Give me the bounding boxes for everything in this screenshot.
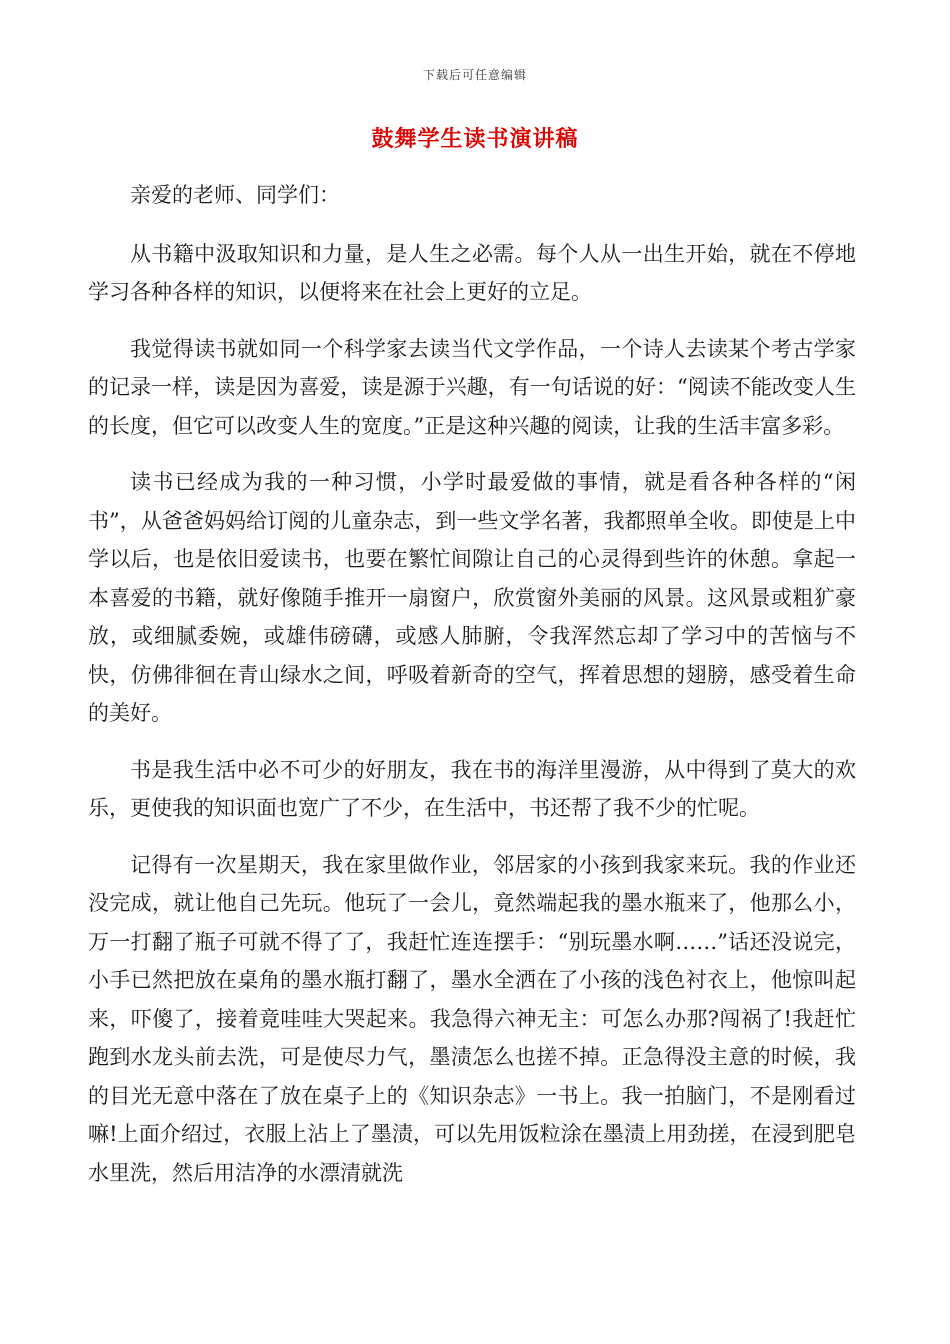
paragraph-2: 我觉得读书就如同一个科学家去读当代文学作品，一个诗人去读某个考古学家的记录一样，读是因为喜爱，读是源于兴趣，有一句话说的好：“阅读不能改变人生的长度，但它可以改变人生的宽度。”正是这种兴趣的阅读，让我的生活丰富多彩。 bbox=[88, 336, 856, 438]
paragraph-4: 书是我生活中必不可少的好朋友，我在书的海洋里漫游，从中得到了莫大的欢乐，更使我的知识面也宽广了不少，在生活中，书还帮了我不少的忙呢。 bbox=[88, 757, 856, 820]
paragraph-3: 读书已经成为我的一种习惯，小学时最爱做的事情，就是看各种各样的“闲书”，从爸爸妈妈给订阅的儿童杂志，到一些文学名著，我都照单全收。即使是上中学以后，也是依旧爱读书，也要在繁忙间隙让自己的心灵得到些许的休憩。拿起一本喜爱的书籍，就好像随手推开一扇窗户，欣赏窗外美丽的风景。这风景或粗犷豪放，或细腻委婉，或雄伟磅礴，或感人肺腑，令我浑然忘却了学习中的苦恼与不快，仿佛徘徊在青山绿水之间，呼吸着新奇的空气，挥着思想的翅膀，感受着生命的美好。 bbox=[88, 470, 856, 725]
document-title: 鼓舞学生读书演讲稿 bbox=[371, 126, 579, 152]
paragraph-5: 记得有一次星期天，我在家里做作业，邻居家的小孩到我家来玩。我的作业还没完成，就让他自己先玩。他玩了一会儿，竟然端起我的墨水瓶来了，他那么小，万一打翻了瓶子可就不得了了，我赶忙连连摆手：“别玩墨水啊……”话还没说完，小手已然把放在桌角的墨水瓶打翻了，墨水全洒在了小孩的浅色衬衣上，他惊叫起来，吓傻了，接着竟哇哇大哭起来。我急得六神无主：可怎么办那?闯祸了!我赶忙跑到水龙头前去洗，可是使尽力气，墨渍怎么也搓不掉。正急得没主意的时候，我的目光无意中落在了放在桌子上的《知识杂志》一书上。我一拍脑门，不是刚看过嘛!上面介绍过，衣服上沾上了墨渍，可以先用饭粒涂在墨渍上用劲搓，在浸到肥皂水里洗，然后用洁净的水漂清就洗 bbox=[88, 852, 856, 1185]
document-body bbox=[88, 176, 856, 1210]
page-header-note: 下载后可任意编辑 bbox=[422, 68, 527, 82]
salutation: 亲爱的老师、同学们： bbox=[130, 183, 340, 207]
paragraph-1: 从书籍中汲取知识和力量，是人生之必需。每个人从一出生开始，就在不停地学习各种各样的知识，以便将来在社会上更好的立足。 bbox=[88, 241, 856, 304]
